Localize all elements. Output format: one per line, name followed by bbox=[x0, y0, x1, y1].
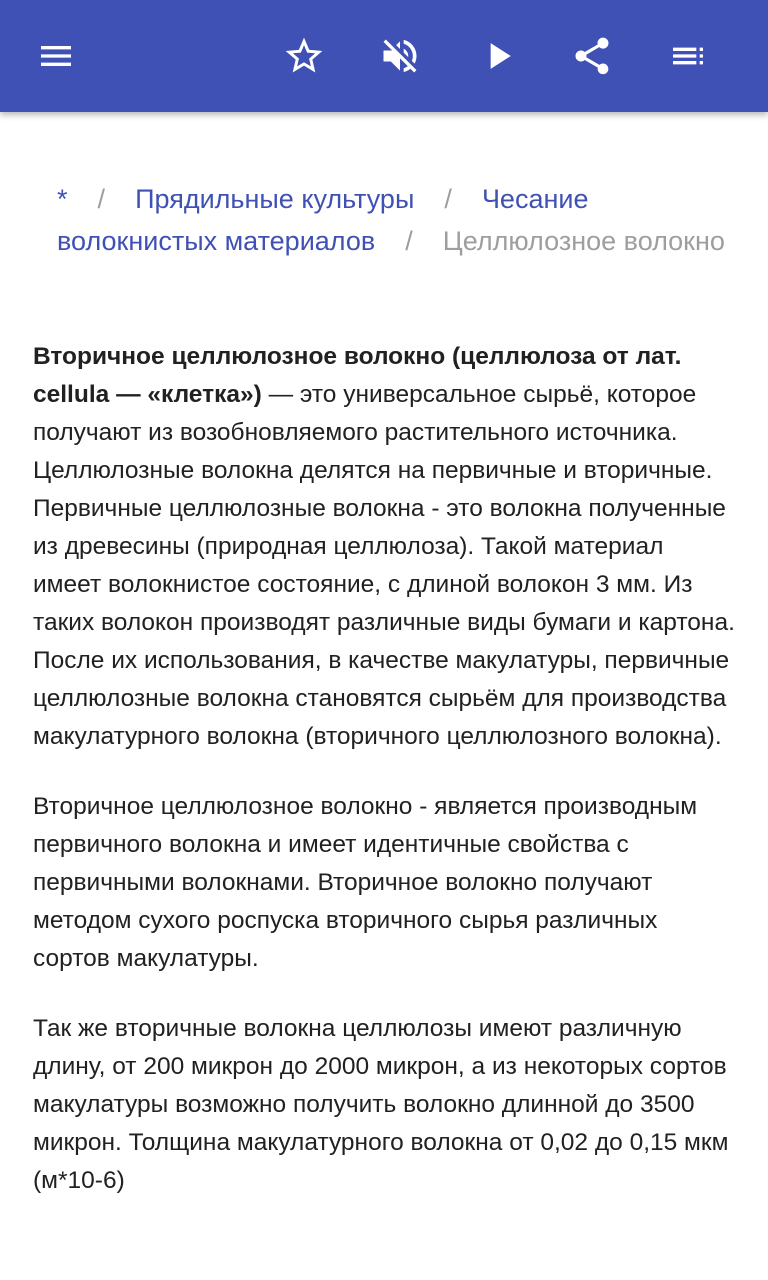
mute-button[interactable] bbox=[372, 28, 428, 84]
menu-icon bbox=[36, 36, 76, 76]
star-outline-icon bbox=[282, 34, 326, 78]
breadcrumb-link-carding[interactable]: Чесание волокнистых материалов bbox=[57, 184, 589, 256]
breadcrumb-link-spinning-crops[interactable]: Прядильные культуры bbox=[135, 184, 415, 214]
play-button[interactable] bbox=[470, 28, 526, 84]
breadcrumb-current: Целлюлозное волокно bbox=[442, 226, 725, 256]
breadcrumb-separator: / bbox=[405, 226, 413, 256]
breadcrumb-separator: / bbox=[97, 184, 106, 214]
toc-button[interactable] bbox=[660, 28, 716, 84]
share-button[interactable] bbox=[564, 28, 620, 84]
app-toolbar bbox=[0, 0, 768, 112]
favorite-button[interactable] bbox=[276, 28, 332, 84]
article-paragraph: Вторичное целлюлозное волокно - является производным первичного волокна и имеет идентичные свойства с первичными волокнами. Вторичное волокно получают методом сухого роспуска вторичного сырья различных сортов макулатуры. bbox=[33, 793, 698, 972]
menu-button[interactable] bbox=[28, 28, 84, 84]
play-icon bbox=[476, 34, 520, 78]
article-paragraph: Так же вторичные волокна целлюлозы имеют различную длину, от 200 микрон до 2000 микрон, а из некоторых сортов макулатуры возможно получить волокно длинной до 3500 микрон. Толщина макулатурного волокна от 0,02 до 0,15 мкм (м*10-6) bbox=[33, 1015, 729, 1194]
article-lead-term: Вторичное целлюлозное волокно (целлюлоза от лат. cellula — «клетка») bbox=[33, 343, 682, 408]
article-paragraph-text: — это универсальное сырьё, которое получают из возобновляемого растительного источника. Целлюлозные волокна делятся на первичные и вторичные. Первичные целлюлозные волокна - это волокна полученные из древесины (природная целлюлоза). Такой материал имеет волокнистое состояние, с длиной волокон 3 мм. Из таких волокон производят различные виды бумаги и картона. После их использования, в качестве макулатуры, первичные целлюлозные волокна становятся сырьём для производства макулатурного волокна (вторичного целлюлозного волокна). bbox=[33, 381, 735, 750]
breadcrumb-home-link[interactable]: * bbox=[57, 184, 68, 214]
breadcrumb bbox=[57, 178, 737, 262]
volume-off-icon bbox=[378, 34, 422, 78]
article-scroll-area[interactable] bbox=[0, 112, 768, 1280]
breadcrumb-separator: / bbox=[444, 184, 452, 214]
article-paragraph bbox=[33, 338, 738, 756]
article-body bbox=[33, 338, 738, 1232]
share-icon bbox=[570, 34, 614, 78]
toc-icon bbox=[668, 36, 708, 76]
